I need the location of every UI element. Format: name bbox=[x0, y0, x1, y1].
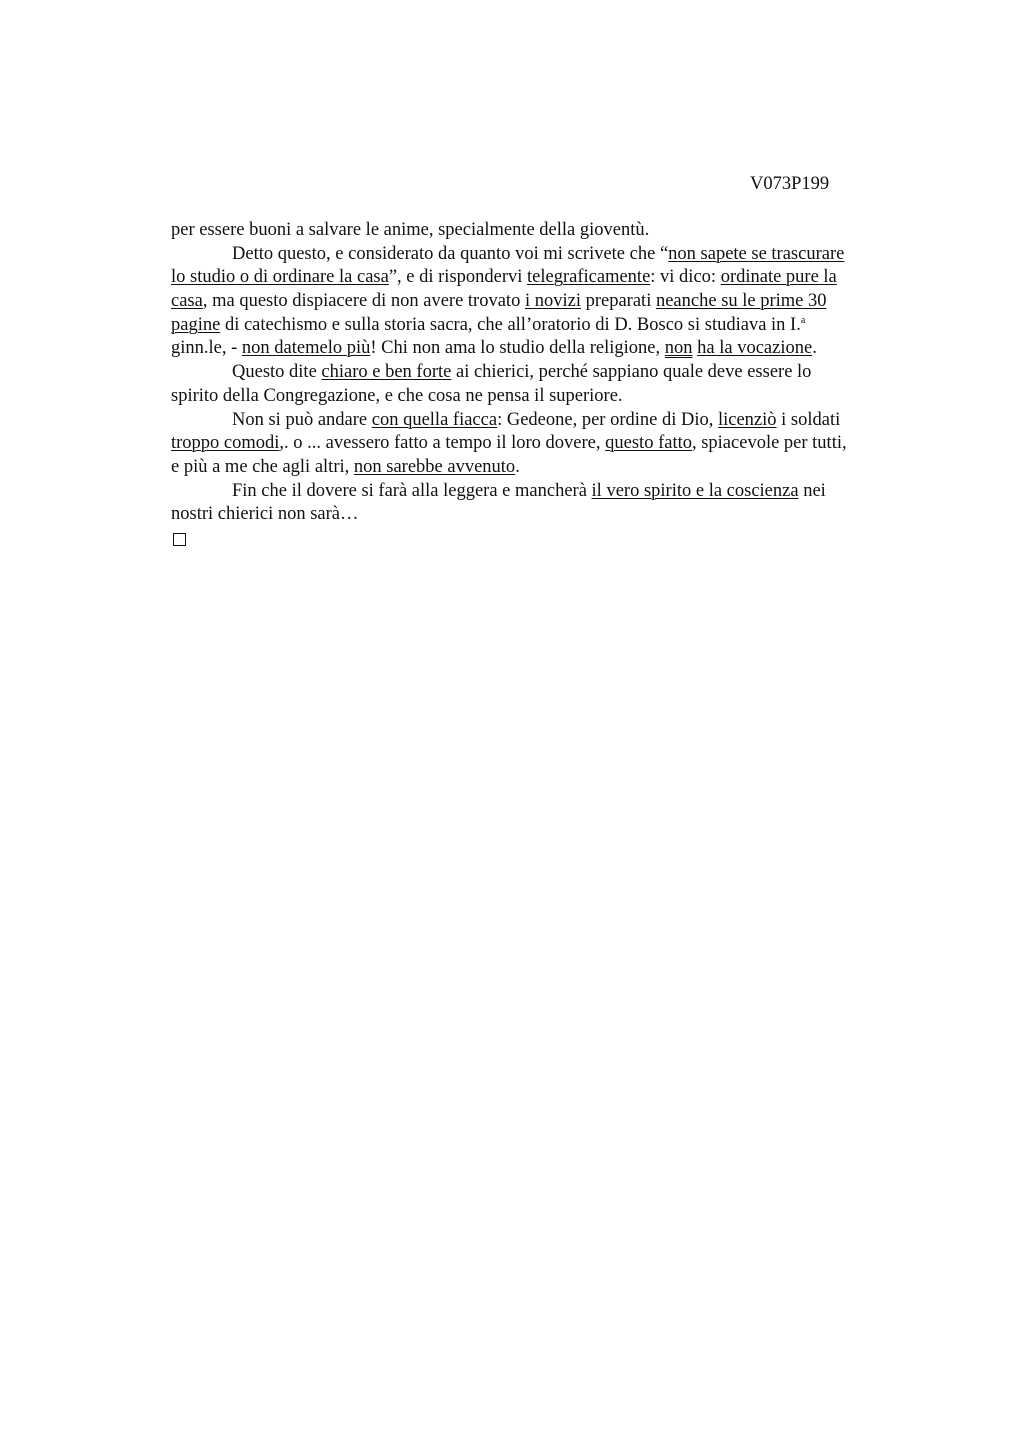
text-line-2: Detto questo, e considerato da quanto voi mi scrivete che “non sapete se trascurare bbox=[232, 243, 845, 264]
text-line-1: per essere buoni a salvare le anime, specialmente della gioventù. bbox=[171, 220, 650, 240]
underlined-phrase: troppo comodi bbox=[171, 433, 280, 454]
text-line-4: casa, ma questo dispiacere di non avere trovato i novizi preparati neanche su le prime 30 bbox=[171, 291, 827, 312]
superscript: a bbox=[800, 314, 806, 326]
text-line-11: e più a me che agli altri, non sarebbe avvenuto. bbox=[171, 456, 520, 477]
underlined-phrase: non sapete se trascurare bbox=[668, 243, 845, 264]
letter-text bbox=[171, 219, 931, 546]
underlined-phrase: casa bbox=[171, 291, 203, 312]
text-line-6: ginn.le, - non datemelo più! Chi non ama lo studio della religione, non ha la vocazione. bbox=[171, 338, 817, 359]
underlined-phrase: ha la vocazione bbox=[697, 338, 813, 359]
square-box-icon bbox=[173, 533, 186, 546]
underlined-phrase: questo fatto bbox=[605, 433, 692, 454]
text-line-3: lo studio o di ordinare la casa”, e di rispondervi telegraficamente: vi dico: ordinate pure la bbox=[171, 267, 837, 288]
underlined-phrase: lo studio o di ordinare la casa bbox=[171, 267, 389, 288]
text-line-13: nostri chierici non sarà… bbox=[171, 504, 359, 525]
underlined-phrase: telegraficamente bbox=[527, 267, 651, 288]
text-line-5: pagine di catechismo e sulla storia sacra, che all’oratorio di D. Bosco si studiava in I.$^a$ bbox=[171, 314, 806, 335]
text-line-9: Non si può andare con quella fiacca: Gedeone, per ordine di Dio, licenziò i soldati bbox=[232, 409, 841, 430]
underlined-phrase: con quella fiacca bbox=[371, 409, 498, 430]
underlined-phrase: il vero spirito e la coscienza bbox=[591, 480, 799, 501]
underlined-phrase: chiaro e ben forte bbox=[321, 362, 452, 383]
underlined-phrase: licenziò bbox=[717, 409, 777, 430]
underlined-phrase: ordinate pure la bbox=[720, 267, 837, 288]
text-line-7: Questo dite chiaro e ben forte ai chierici, perché sappiano quale deve essere lo bbox=[232, 362, 812, 383]
underlined-phrase: pagine bbox=[171, 314, 221, 335]
underlined-phrase: non datemelo più bbox=[241, 338, 371, 359]
text-line-12: Fin che il dovere si farà alla leggera e mancherà il vero spirito e la coscienza nei bbox=[232, 480, 826, 501]
underlined-phrase: neanche su le prime 30 bbox=[655, 291, 827, 312]
page-identifier: V073P199 bbox=[750, 174, 830, 194]
underlined-phrase: non sarebbe avvenuto bbox=[353, 456, 516, 477]
text-line-10: troppo comodi,. o ... avessero fatto a tempo il loro dovere, questo fatto, spiacevole per tutti, bbox=[171, 433, 847, 454]
underlined-phrase: i novizi bbox=[524, 291, 581, 312]
text-line-8: spirito della Congregazione, e che cosa ne pensa il superiore. bbox=[171, 385, 623, 406]
double-underlined-phrase: non bbox=[664, 338, 693, 359]
